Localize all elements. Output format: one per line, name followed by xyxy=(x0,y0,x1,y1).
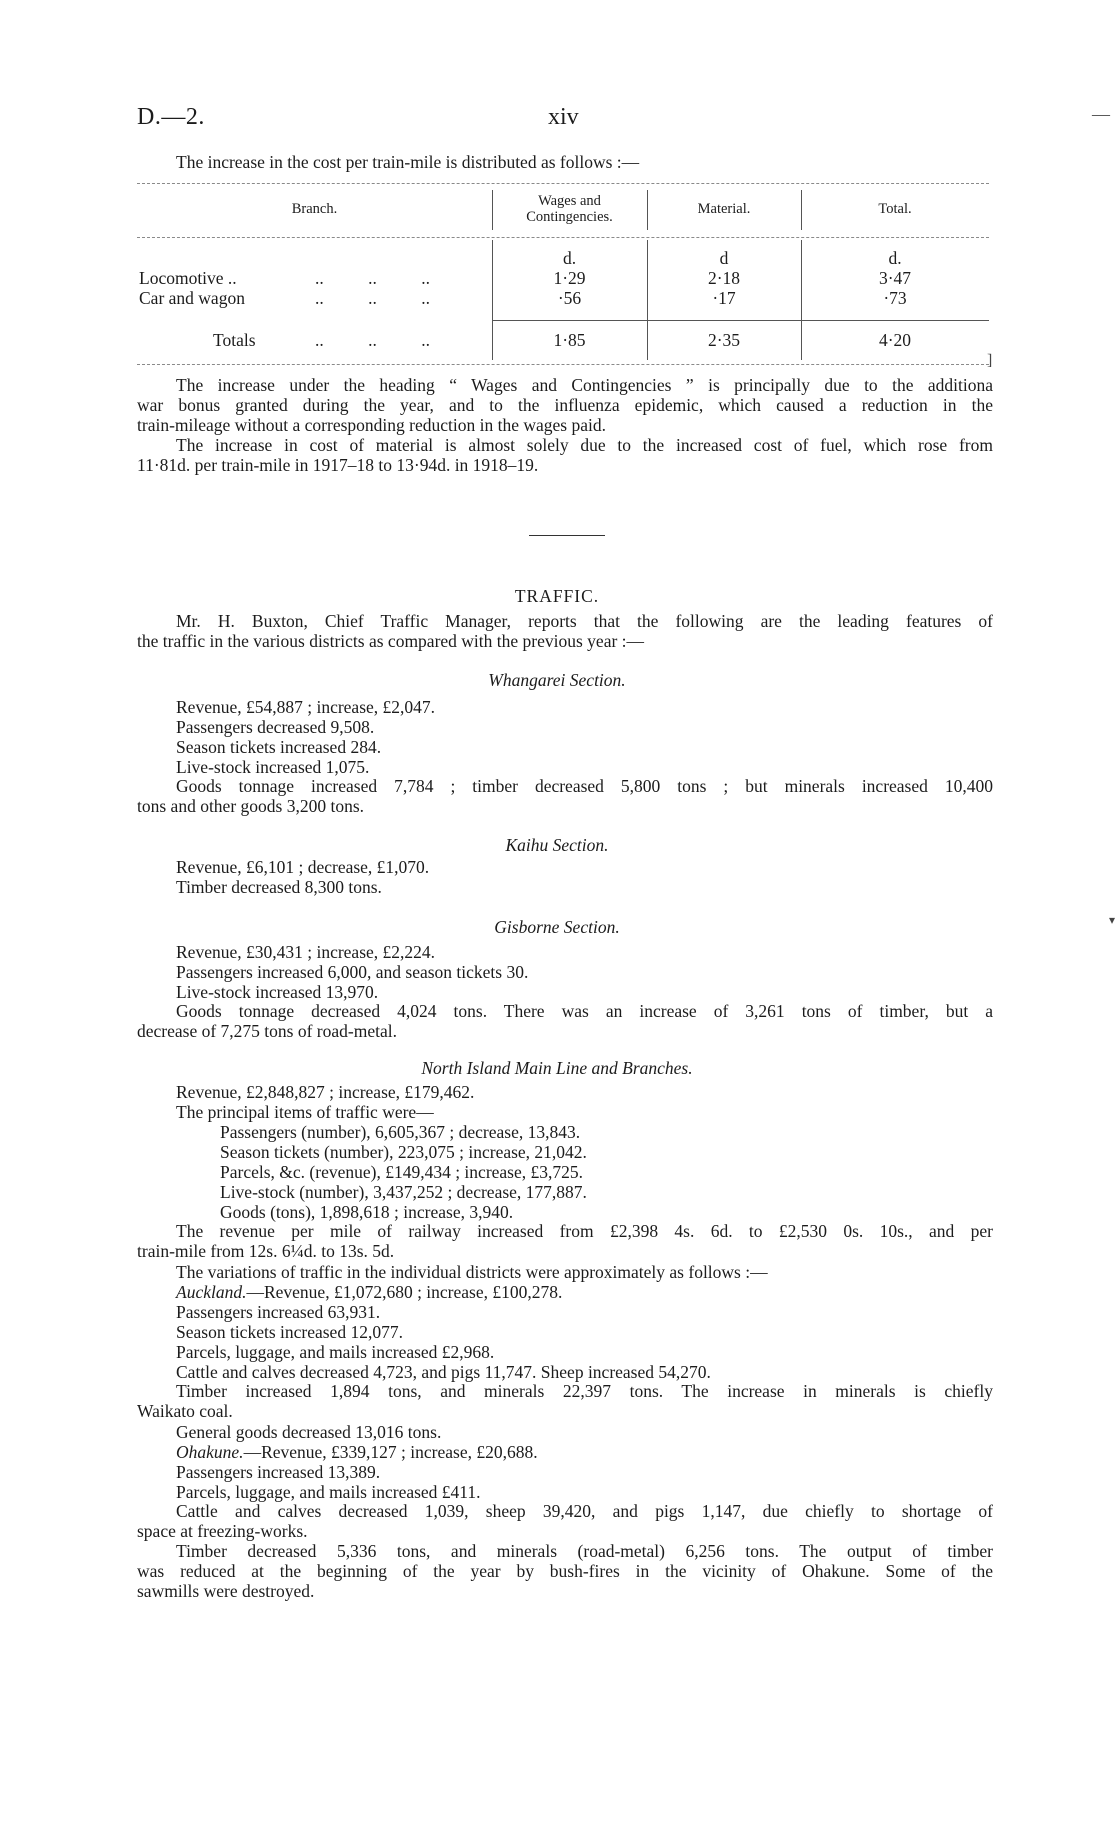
row-locomotive-material: 2·18 xyxy=(707,268,741,288)
north-island-item-4: Live-stock (number), 3,437,252 ; decrease, 177,887. xyxy=(220,1182,587,1202)
auckland-revenue-text: —Revenue, £1,072,680 ; increase, £100,278. xyxy=(246,1282,563,1302)
auckland-name: Auckland. xyxy=(176,1282,247,1302)
north-island-revenue: Revenue, £2,848,827 ; increase, £179,462. xyxy=(176,1082,475,1102)
north-island-item-1: Passengers (number), 6,605,367 ; decrease, 13,843. xyxy=(220,1122,581,1142)
material-line-1: The increase in cost of material is almost solely due to the increased cost of fuel, which rose from xyxy=(176,435,993,455)
wages-line-2: war bonus granted during the year, and to the influenza epidemic, which caused a reduction in the xyxy=(137,394,993,415)
auckland-general: General goods decreased 13,016 tons. xyxy=(176,1422,442,1442)
ohakune-timber xyxy=(137,1542,993,1601)
gisborne-goods xyxy=(137,1002,993,1042)
table-corner-mark: ] xyxy=(987,352,993,369)
auckland-timber xyxy=(137,1382,993,1422)
table-top-rule xyxy=(137,183,989,184)
table-totals-rule xyxy=(492,320,989,321)
whangarei-line-2: Passengers decreased 9,508. xyxy=(176,717,375,737)
north-island-per-mile xyxy=(137,1222,993,1262)
page-number: xiv xyxy=(548,104,579,130)
row-totals-dots: .. .. .. xyxy=(315,330,430,350)
wages-line-3: train-mileage without a corresponding reduction in the wages paid. xyxy=(137,414,606,435)
row-totals-material: 2·35 xyxy=(707,330,741,350)
auckland-revenue xyxy=(176,1282,562,1303)
ohakune-timber-line-2: was reduced at the beginning of the year by bush-fires in the vicinity of Ohakune. Some of the xyxy=(137,1560,993,1581)
row-locomotive-label: Locomotive .. xyxy=(139,268,237,288)
per-mile-line-2: train-mile from 12s. 6¼d. to 13s. 5d. xyxy=(137,1240,395,1261)
north-island-item-5: Goods (tons), 1,898,618 ; increase, 3,940. xyxy=(220,1202,514,1222)
wages-paragraph xyxy=(137,376,993,435)
auckland-timber-line-2: Waikato coal. xyxy=(137,1400,233,1421)
ohakune-revenue xyxy=(176,1442,538,1463)
variations-line: The variations of traffic in the individual districts were approximately as follows :— xyxy=(176,1262,768,1282)
auckland-line-3: Parcels, luggage, and mails increased £2,968. xyxy=(176,1342,495,1362)
traffic-intro xyxy=(137,612,993,652)
ohakune-cattle-line-2: space at freezing-works. xyxy=(137,1520,308,1541)
wages-line-1: The increase under the heading “ Wages and Contingencies ” is principally due to the additiona xyxy=(176,375,993,395)
north-island-item-3: Parcels, &c. (revenue), £149,434 ; increase, £3,725. xyxy=(220,1162,584,1182)
traffic-heading: TRAFFIC. xyxy=(514,586,600,606)
unit-wages: d. xyxy=(562,248,577,268)
north-island-title: North Island Main Line and Branches. xyxy=(421,1058,693,1078)
row-car-wages: ·56 xyxy=(557,288,582,308)
traffic-intro-line-2: the traffic in the various districts as compared with the previous year :— xyxy=(137,630,645,651)
gisborne-line-2: Passengers increased 6,000, and season tickets 30. xyxy=(176,962,529,982)
gisborne-title: Gisborne Section. xyxy=(494,917,620,937)
kaihu-line-2: Timber decreased 8,300 tons. xyxy=(176,877,382,897)
row-totals-wages: 1·85 xyxy=(553,330,586,350)
ohakune-name: Ohakune. xyxy=(176,1442,244,1462)
kaihu-line-1: Revenue, £6,101 ; decrease, £1,070. xyxy=(176,857,430,877)
whangarei-title: Whangarei Section. xyxy=(488,670,626,690)
header-wages-line-1: Wages and xyxy=(538,193,601,209)
whangarei-line-3: Season tickets increased 284. xyxy=(176,737,382,757)
ohakune-line-2: Parcels, luggage, and mails increased £411. xyxy=(176,1482,481,1502)
north-island-principal: The principal items of traffic were— xyxy=(176,1102,434,1122)
row-locomotive-total: 3·47 xyxy=(878,268,912,288)
row-car-material: ·17 xyxy=(712,288,736,308)
ohakune-cattle-line-1: Cattle and calves decreased 1,039, sheep 39,420, and pigs 1,147, due chiefly to shortage of xyxy=(176,1501,993,1521)
per-mile-line-1: The revenue per mile of railway increased from £2,398 4s. 6d. to £2,530 0s. 10s., and per xyxy=(176,1221,993,1241)
row-car-dots: .. .. .. xyxy=(315,288,430,308)
whangarei-goods-line-1: Goods tonnage increased 7,784 ; timber decreased 5,800 tons ; but minerals increased 10,400 xyxy=(176,776,993,796)
auckland-line-1: Passengers increased 63,931. xyxy=(176,1302,381,1322)
whangarei-line-4: Live-stock increased 1,075. xyxy=(176,757,370,777)
whangarei-goods-line-2: tons and other goods 3,200 tons. xyxy=(137,795,365,816)
row-locomotive-wages: 1·29 xyxy=(553,268,586,288)
margin-mark-dash: — xyxy=(1092,104,1110,124)
whangarei-goods xyxy=(137,777,993,817)
ohakune-timber-line-1: Timber decreased 5,336 tons, and minerals (road-metal) 6,256 tons. The output of timber xyxy=(176,1541,993,1561)
kaihu-title: Kaihu Section. xyxy=(505,835,609,855)
row-totals-label: Totals xyxy=(213,330,256,350)
row-car-label: Car and wagon xyxy=(139,288,245,308)
table-bottom-rule xyxy=(137,364,989,365)
material-paragraph xyxy=(137,436,993,476)
whangarei-line-1: Revenue, £54,887 ; increase, £2,047. xyxy=(176,697,436,717)
row-locomotive-dots: .. .. .. xyxy=(315,268,430,288)
ohakune-timber-line-3: sawmills were destroyed. xyxy=(137,1580,315,1601)
cost-intro: The increase in the cost per train-mile is distributed as follows :— xyxy=(176,152,640,172)
document-code: D.—2. xyxy=(137,104,205,130)
header-branch: Branch. xyxy=(291,201,338,217)
unit-total: d. xyxy=(888,248,902,268)
section-divider xyxy=(529,535,605,536)
gisborne-line-3: Live-stock increased 13,970. xyxy=(176,982,379,1002)
row-car-total: ·73 xyxy=(883,288,907,308)
header-wages-line-2: Contingencies. xyxy=(526,209,613,225)
gisborne-line-1: Revenue, £30,431 ; increase, £2,224. xyxy=(176,942,436,962)
ohakune-revenue-text: —Revenue, £339,127 ; increase, £20,688. xyxy=(243,1442,538,1462)
gisborne-goods-line-1: Goods tonnage decreased 4,024 tons. There was an increase of 3,261 tons of timber, but a xyxy=(176,1001,993,1021)
traffic-intro-line-1: Mr. H. Buxton, Chief Traffic Manager, reports that the following are the leading features of xyxy=(176,611,993,631)
north-island-item-2: Season tickets (number), 223,075 ; increase, 21,042. xyxy=(220,1142,587,1162)
gisborne-goods-line-2: decrease of 7,275 tons of road-metal. xyxy=(137,1020,397,1041)
unit-material: d xyxy=(719,248,729,268)
row-totals-total: 4·20 xyxy=(878,330,912,350)
table-header-rule xyxy=(137,237,989,238)
auckland-line-4: Cattle and calves decreased 4,723, and pigs 11,747. Sheep increased 54,270. xyxy=(176,1362,711,1382)
header-material: Material. xyxy=(697,201,751,217)
auckland-line-2: Season tickets increased 12,077. xyxy=(176,1322,403,1342)
auckland-timber-line-1: Timber increased 1,894 tons, and minerals 22,397 tons. The increase in minerals is chiefly xyxy=(176,1381,993,1401)
header-total: Total. xyxy=(878,201,912,217)
cost-table xyxy=(137,182,993,369)
material-line-2: 11·81d. per train-mile in 1917–18 to 13·94d. in 1918–19. xyxy=(137,454,539,475)
header-wages xyxy=(492,193,647,225)
ohakune-cattle xyxy=(137,1502,993,1542)
margin-mark-dot: ▾ xyxy=(1109,913,1115,927)
ohakune-line-1: Passengers increased 13,389. xyxy=(176,1462,381,1482)
